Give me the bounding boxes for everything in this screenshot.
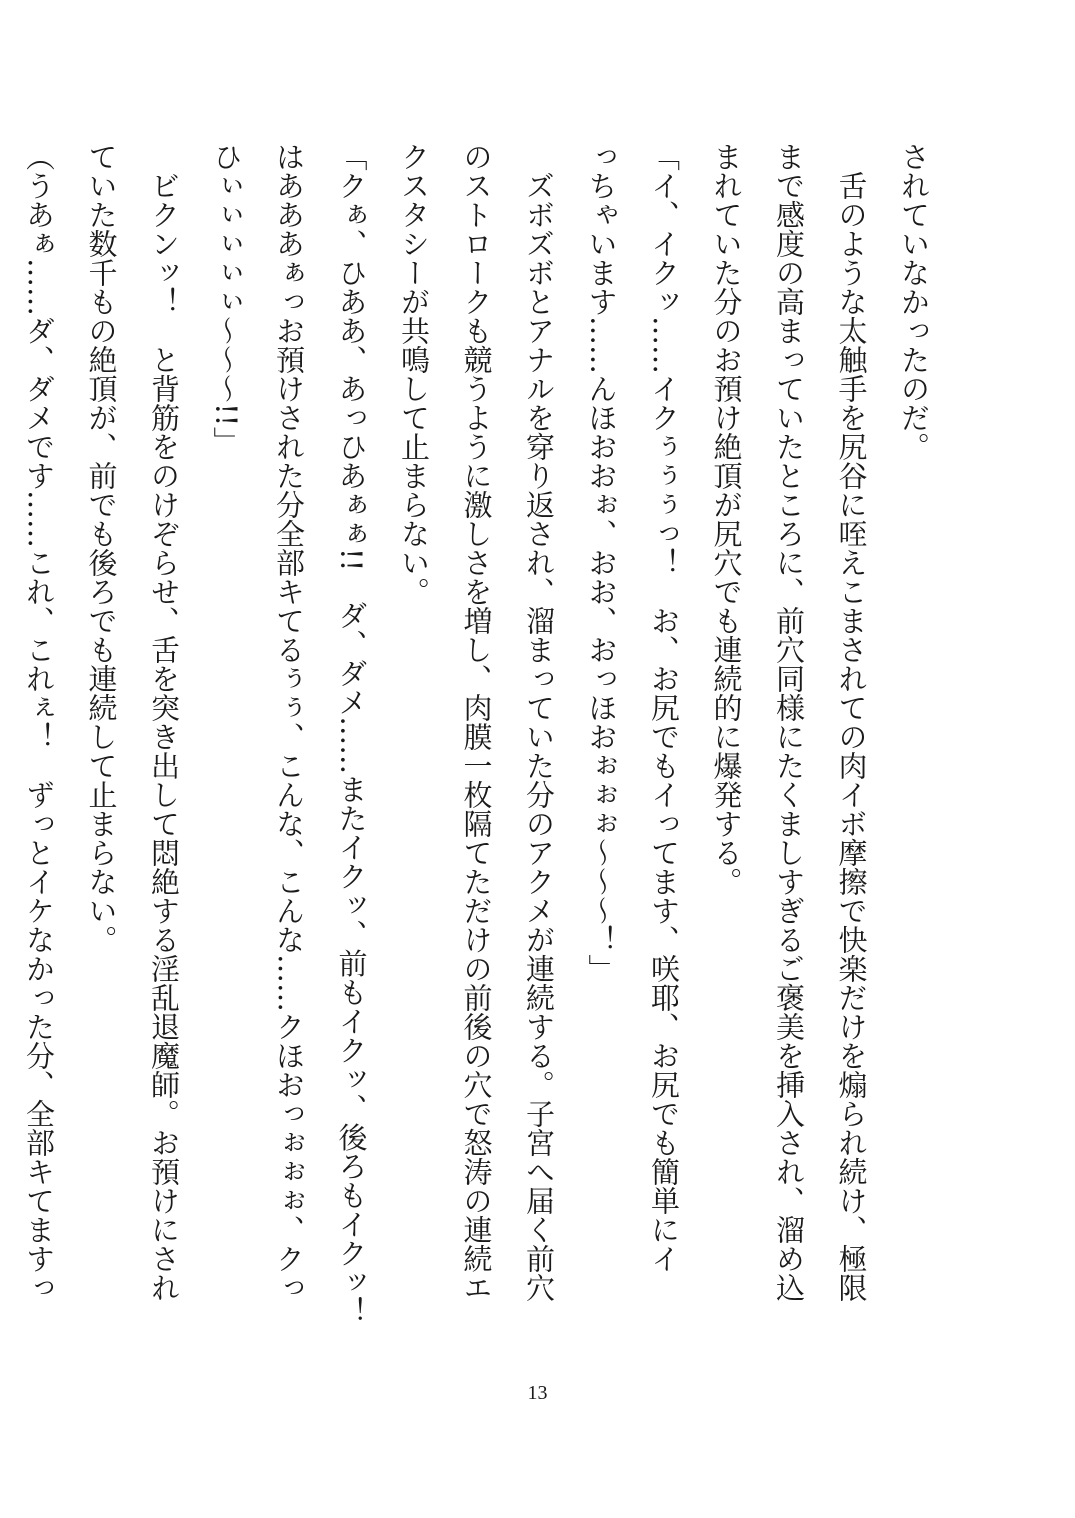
text-line: まれていた分のお預け絶頂が尻穴でも連続的に爆発する。 — [709, 142, 744, 896]
page-number: 13 — [527, 1382, 548, 1404]
text-line: クスタシーが共鳴して止まらない。 — [397, 142, 431, 606]
text-line: 「イ、イクッ……イクぅぅぅっ！ お、お尻でもイってます、咲耶、お尻でも簡単にイ — [647, 142, 681, 1273]
text-line: 「クぁ、ひああ、あっひあぁぁ!! ダ、ダメ……またイクッ、前もイクッ、後ろもイクッ！ — [334, 142, 369, 1326]
text-line: （うあぁ……ダ、ダメです……これ、これぇ！ ずっとイケなかった分、全部キてますっ — [22, 142, 56, 1302]
body-text — [22, 142, 945, 1326]
text-line: まで感度の高まっていたところに、前穴同様にたくましすぎるご褒美を挿入され、溜め込 — [772, 142, 806, 1302]
text-line — [0, 142, 8, 1292]
text-line: されていなかったのだ。 — [897, 142, 931, 461]
text-line: のストロークも競うように激しさを増し、肉膜一枚隔てただけの前後の穴で怒涛の連続エ — [459, 142, 494, 1302]
text-line: 舌のような太触手を尻谷に咥えこまされての肉イボ摩擦で快楽だけを煽られ続け、極限 — [834, 142, 869, 1302]
text-line: ビクンッ！ と背筋をのけぞらせ、舌を突き出して悶絶する淫乱退魔師。お預けにされ — [147, 142, 181, 1302]
text-line: ズボズボとアナルを穿り返され、溜まっていた分のアクメが連続する。子宮へ届く前穴 — [522, 142, 556, 1302]
text-line: ひぃぃぃぃぃ～～～!!」 — [209, 142, 244, 456]
text-line: はあああぁっお預けされた分全部キてるぅぅ、こんな、こんな……クほおっぉぉぉ、クっ — [272, 142, 306, 1302]
text-line: ていた数千もの絶頂が、前でも後ろでも連続して止まらない。 — [84, 142, 119, 954]
text-line: っちゃいます……んほおおぉ、おお、おっほおぉぉぉ～～～！」 — [584, 142, 619, 983]
